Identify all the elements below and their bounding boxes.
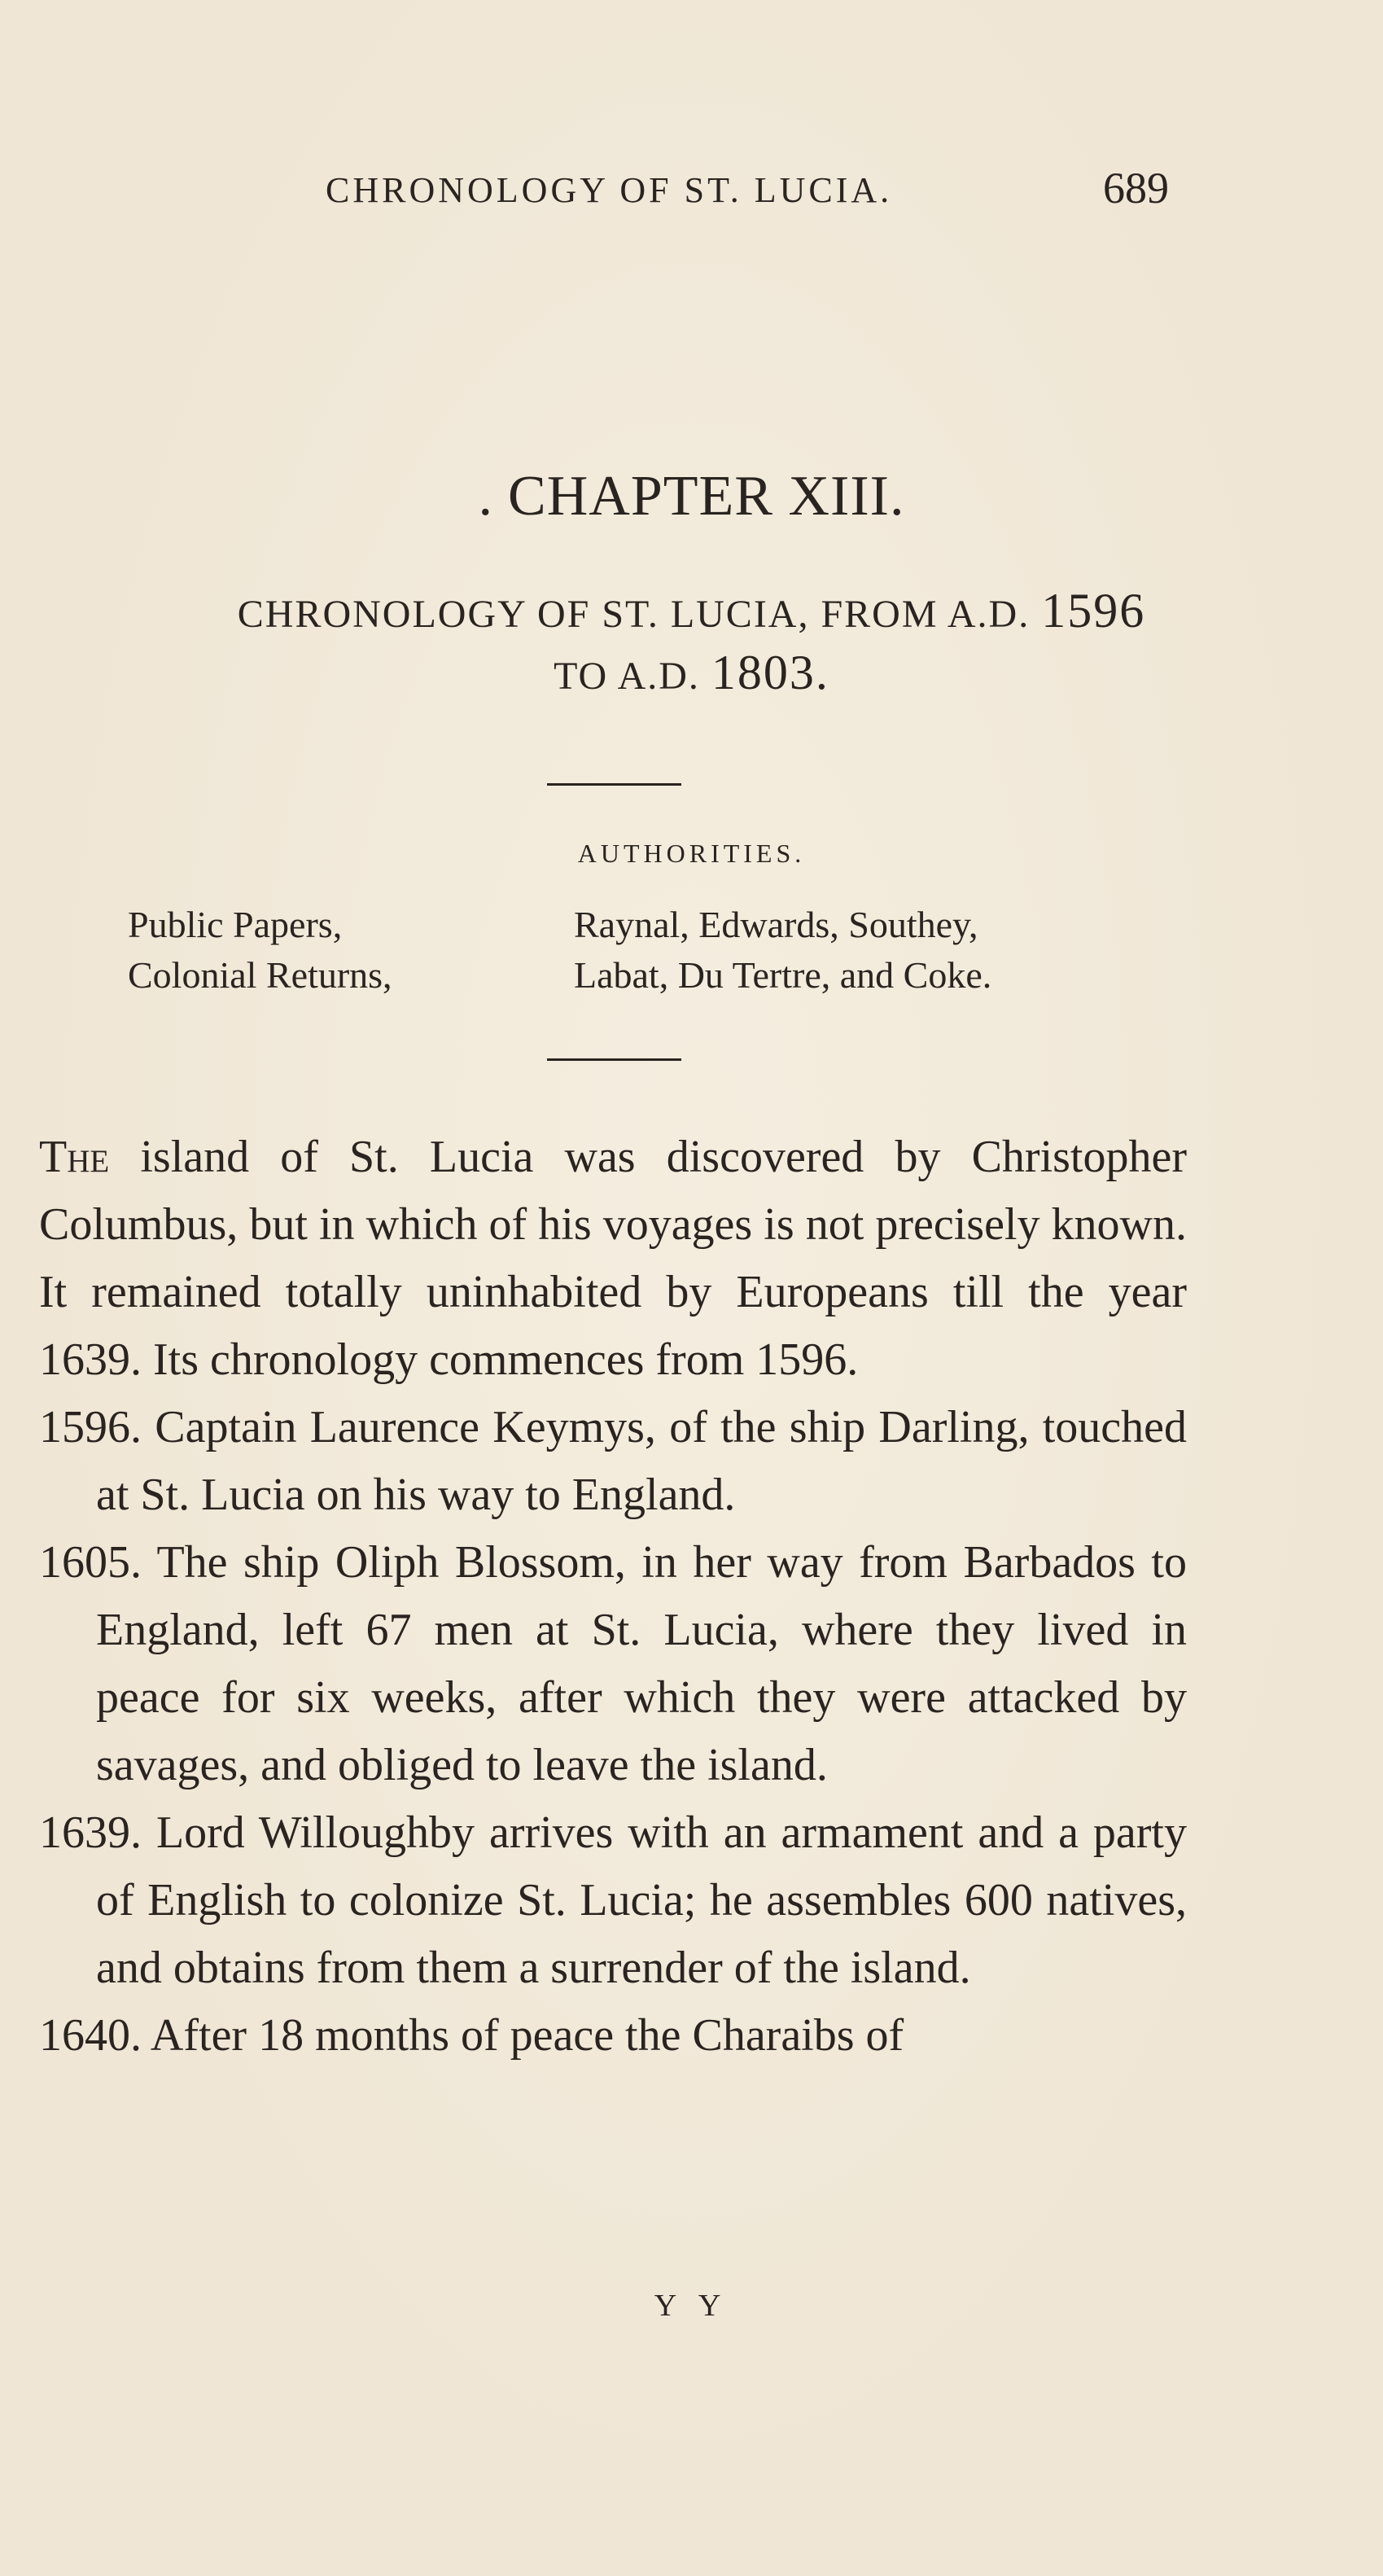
chronology-entry [39, 2002, 1187, 2070]
chapter-title-text: CHAPTER XIII. [508, 465, 905, 528]
entry-text: Captain Laurence Keymys, of the ship Darling, touched at St. Lucia on his way to England. [96, 1402, 1188, 1520]
running-head: CHRONOLOGY OF ST. LUCIA. [326, 170, 893, 210]
chronology-entry [39, 1529, 1187, 1799]
authorities-heading: AUTHORITIES. [577, 839, 806, 868]
entry-year: 1596. [39, 1402, 142, 1452]
authority-item: Labat, Du Tertre, and Coke. [574, 954, 992, 996]
intro-paragraph [39, 1124, 1187, 1394]
authorities-left-column [128, 900, 392, 1001]
signature-mark: Y Y [654, 2289, 729, 2323]
divider-rule [547, 1058, 681, 1061]
chapter-subtitle-year: 1596 [1041, 584, 1146, 637]
entry-year: 1640. [39, 2010, 142, 2061]
chapter-subtitle-text: TO A.D. [554, 655, 700, 698]
entry-year: 1639. [39, 1807, 142, 1858]
chapter-subtitle-year: 1803. [711, 646, 829, 699]
entry-text: Lord Willoughby arrives with an armament and a party of English to colonize St. Lucia; he assembles 600 natives, and obtains from them a surrender of the island. [96, 1807, 1187, 1993]
entry-year: 1605. [39, 1537, 142, 1588]
entry-text: After 18 months of peace the Charaibs of [150, 2010, 904, 2061]
stray-mark: . [478, 465, 494, 528]
chronology-entry [39, 1799, 1187, 2002]
divider-rule [547, 783, 681, 786]
page-number: 689 [1103, 164, 1169, 212]
intro-first-word: The [39, 1132, 110, 1182]
body-text [39, 1124, 1187, 2070]
chapter-subtitle-text: CHRONOLOGY OF ST. LUCIA, FROM A.D. [237, 593, 1031, 636]
authority-item: Raynal, Edwards, Southey, [574, 904, 978, 945]
chapter-subtitle-line-2 [0, 645, 1383, 701]
intro-text: island of St. Lucia was discovered by Christopher Columbus, but in which of his voyages is not precisely known. It remained totally uninhabited by Europeans till the year 1639. Its chronology commences from 1596. [39, 1132, 1187, 1385]
authority-item: Colonial Returns, [128, 954, 392, 996]
entry-text: The ship Oliph Blossom, in her way from Barbados to England, left 67 men at St. Lucia, where they lived in peace for six weeks, after which they were attacked by savages, and obliged to leave the island. [96, 1537, 1187, 1790]
chapter-title [0, 464, 1383, 529]
chapter-subtitle-line-1 [0, 583, 1383, 639]
chronology-entry [39, 1394, 1187, 1529]
authorities-right-column [574, 900, 991, 1001]
authority-item: Public Papers, [128, 904, 343, 945]
